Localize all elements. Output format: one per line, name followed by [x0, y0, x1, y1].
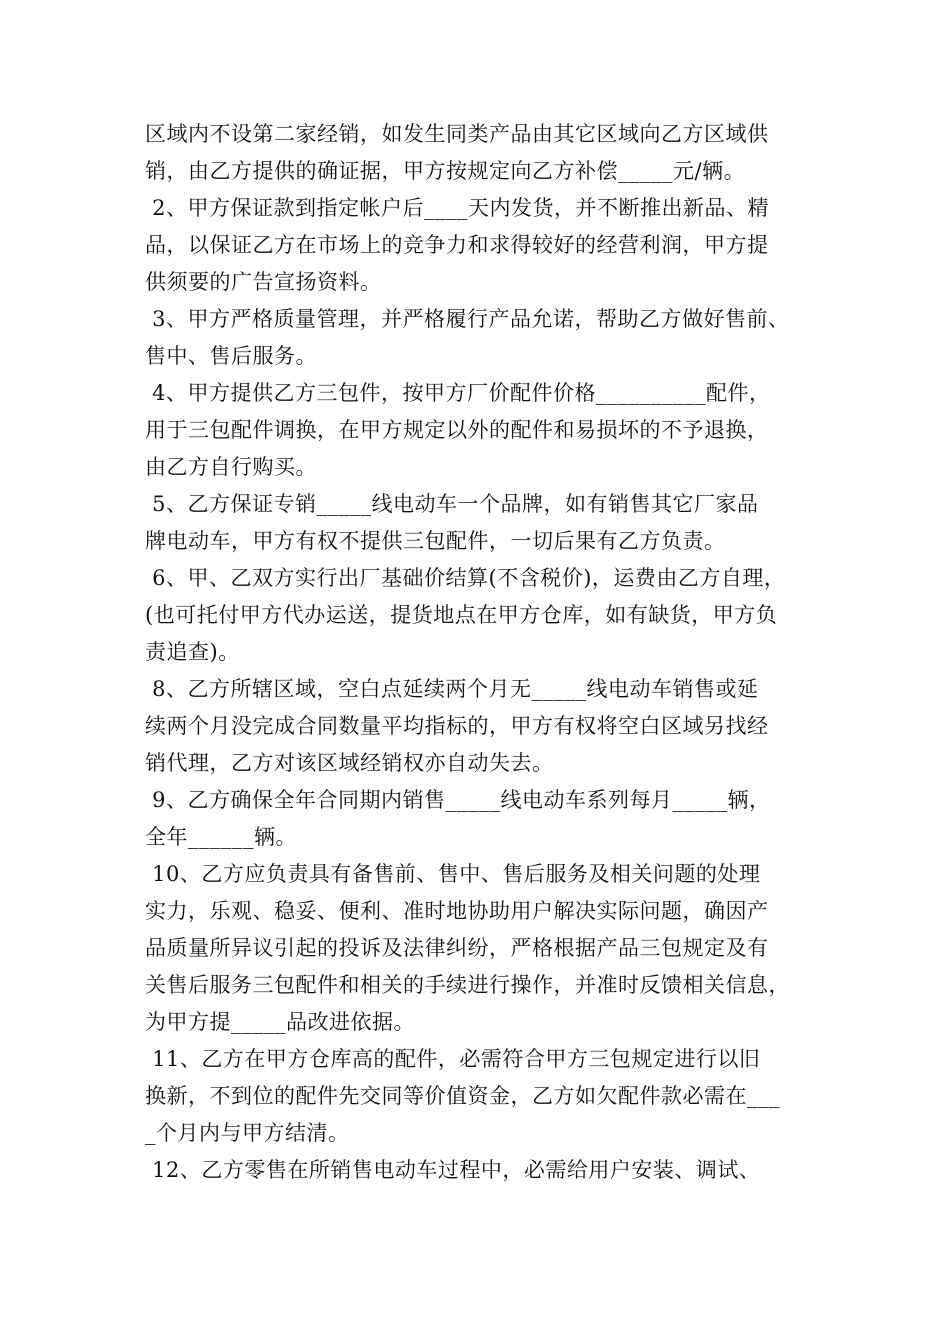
- paragraph-clause-12: [145, 1152, 815, 1189]
- text-line: 5、乙方保证专销_____线电动车一个品牌，如有销售其它厂家品: [145, 492, 759, 516]
- text-line: 由乙方自行购买。: [145, 455, 317, 479]
- text-line: (也可托付甲方代办运送，提货地点在甲方仓库，如有缺货，甲方负: [145, 603, 778, 627]
- paragraph-clause-11: [145, 1041, 815, 1152]
- text-line: 牌电动车，甲方有权不提供三包配件，一切后果有乙方负责。: [145, 529, 726, 553]
- text-line: 售中、售后服务。: [145, 344, 317, 368]
- document-body: [145, 116, 815, 1189]
- text-line: 用于三包配件调换，在甲方规定以外的配件和易损坏的不予退换，: [145, 418, 769, 442]
- text-line: 区域内不设第二家经销，如发生同类产品由其它区域向乙方区域供: [145, 122, 769, 146]
- text-line: 为甲方提_____品改进依据。: [145, 1010, 415, 1034]
- paragraph-clause-9: [145, 782, 815, 856]
- text-line: _个月内与甲方结清。: [145, 1121, 350, 1145]
- paragraph-territory-continued: [145, 116, 815, 190]
- text-line: 品，以保证乙方在市场上的竞争力和求得较好的经营利润，甲方提: [145, 233, 769, 257]
- text-line: 续两个月没完成合同数量平均指标的，甲方有权将空白区域另找经: [145, 714, 769, 738]
- text-line: 12、乙方零售在所销售电动车过程中，必需给用户安装、调试、: [145, 1158, 761, 1182]
- paragraph-clause-10: [145, 856, 815, 1041]
- text-line: 责追查)。: [145, 640, 240, 664]
- text-line: 品质量所异议引起的投诉及法律纠纷，严格根据产品三包规定及有: [145, 936, 769, 960]
- paragraph-clause-5: [145, 486, 815, 560]
- text-line: 10、乙方应负责具有备售前、售中、售后服务及相关问题的处理: [145, 862, 761, 886]
- text-line: 8、乙方所辖区域，空白点延续两个月无_____线电动车销售或延: [145, 677, 759, 701]
- text-line: 3、甲方严格质量管理，并严格履行产品允诺，帮助乙方做好售前、: [145, 307, 790, 331]
- text-line: 4、甲方提供乙方三包件，按甲方厂价配件价格__________配件，: [145, 381, 771, 405]
- text-line: 换新，不到位的配件先交同等价值资金，乙方如欠配件款必需在___: [145, 1084, 780, 1108]
- text-line: 销，由乙方提供的确证据，甲方按规定向乙方补偿_____元/辆。: [145, 159, 746, 183]
- paragraph-clause-2: [145, 190, 815, 301]
- text-line: 11、乙方在甲方仓库高的配件，必需符合甲方三包规定进行以旧: [145, 1047, 761, 1071]
- text-line: 销代理，乙方对该区域经销权亦自动失去。: [145, 751, 554, 775]
- text-line: 关售后服务三包配件和相关的手续进行操作，并准时反馈相关信息，: [145, 973, 790, 997]
- text-line: 2、甲方保证款到指定帐户后____天内发货，并不断推出新品、精: [145, 196, 770, 220]
- paragraph-clause-3: [145, 301, 815, 375]
- text-line: 全年______辆。: [145, 825, 297, 849]
- paragraph-clause-6: [145, 560, 815, 671]
- text-line: 实力，乐观、稳妥、便利、准时地协助用户解决实际问题，确因产: [145, 899, 769, 923]
- paragraph-clause-4: [145, 375, 815, 486]
- paragraph-clause-8: [145, 671, 815, 782]
- text-line: 6、甲、乙双方实行出厂基础价结算(不含税价)，运费由乙方自理，: [145, 566, 786, 590]
- text-line: 供须要的广告宣扬资料。: [145, 270, 382, 294]
- text-line: 9、乙方确保全年合同期内销售_____线电动车系列每月_____辆，: [145, 788, 771, 812]
